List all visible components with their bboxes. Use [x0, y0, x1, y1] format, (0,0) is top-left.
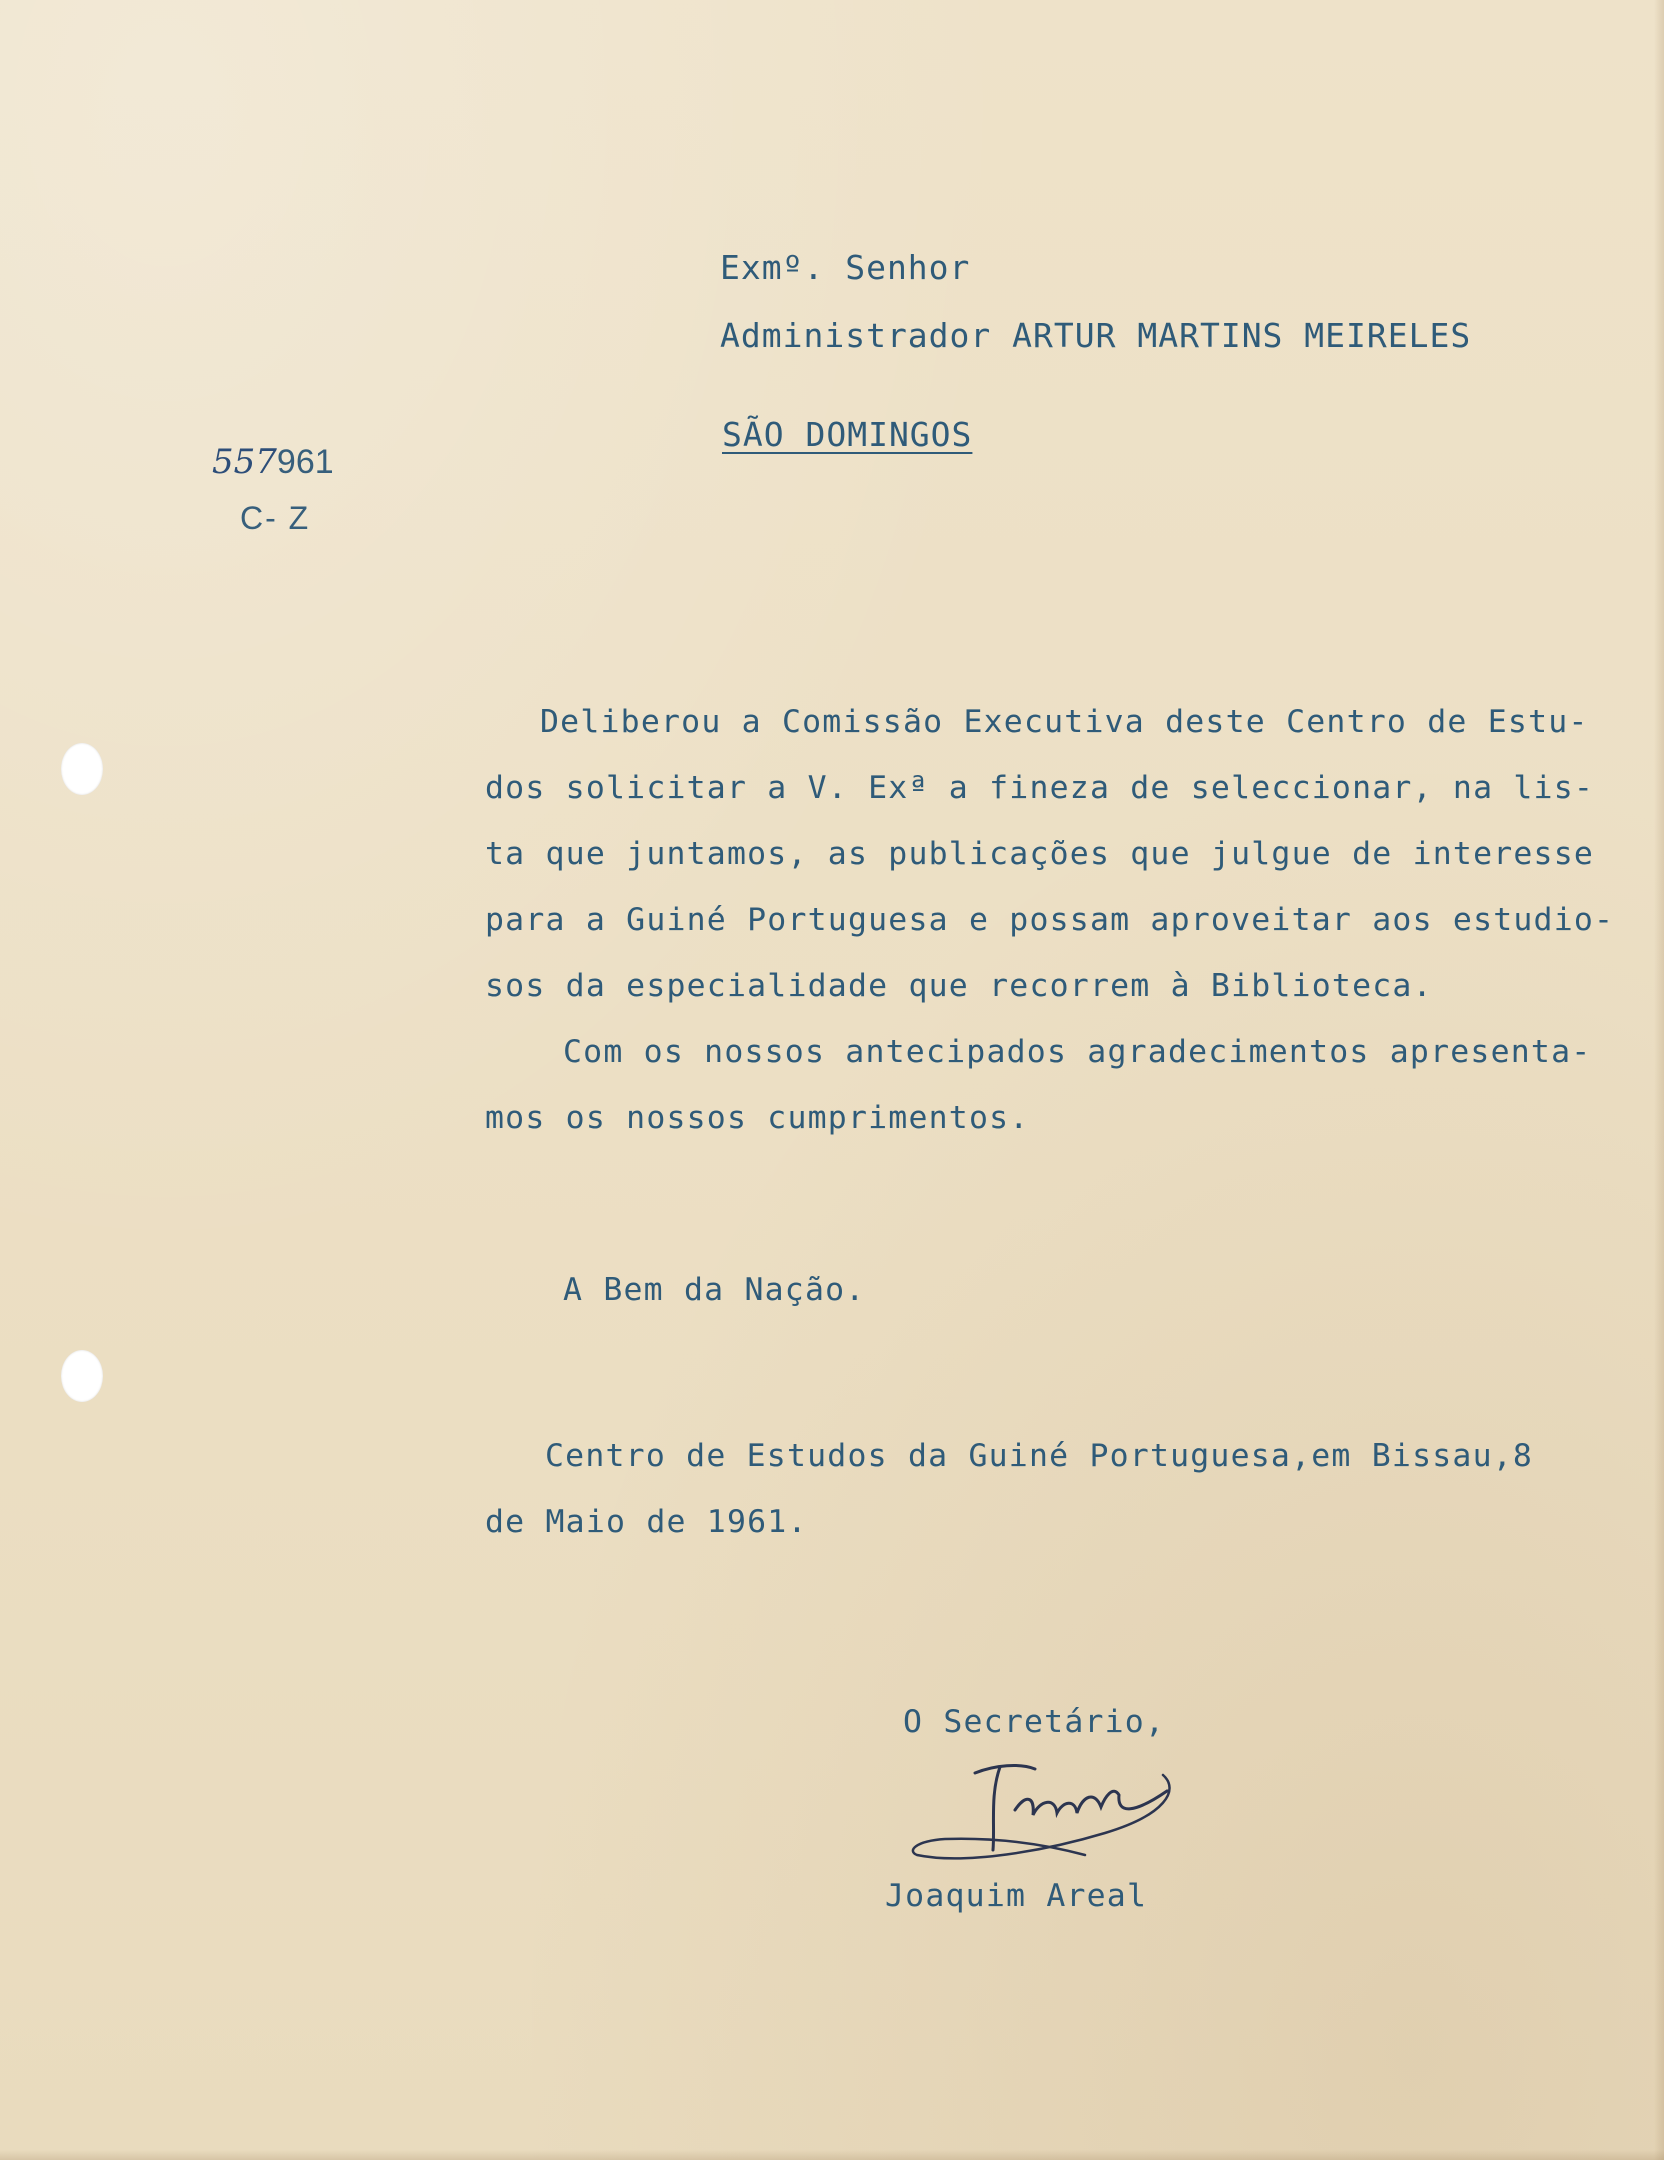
paper-edge-bottom [0, 2150, 1664, 2160]
punch-hole-top [61, 743, 103, 795]
reference-code: C- Z [240, 500, 311, 536]
punch-hole-bottom [61, 1350, 103, 1402]
closing-formula: A Bem da Nação. [563, 1272, 866, 1308]
signer-name: Joaquim Areal [885, 1878, 1148, 1914]
body-line: para a Guiné Portuguesa e possam aproveitar aos estudio- [485, 902, 1615, 938]
body-line: mos os nossos cumprimentos. [485, 1100, 1030, 1136]
reference-handwritten-part: 557 [212, 442, 277, 482]
addressee: Administrador ARTUR MARTINS MEIRELES [720, 316, 1472, 355]
salutation: Exmº. Senhor [720, 248, 971, 287]
body-line: sos da especialidade que recorrem à Biblioteca. [485, 968, 1433, 1004]
location: SÃO DOMINGOS [722, 415, 973, 454]
paper-edge-right [1654, 0, 1664, 2160]
body-line: Deliberou a Comissão Executiva deste Centro de Estu- [540, 704, 1589, 740]
place-date-line: de Maio de 1961. [485, 1504, 808, 1540]
body-line: dos solicitar a V. Exª a fineza de seleccionar, na lis- [485, 770, 1595, 806]
signer-title: O Secretário, [903, 1704, 1166, 1740]
body-line: ta que juntamos, as publicações que julgue de interesse [485, 836, 1595, 872]
handwritten-signature [905, 1755, 1225, 1875]
place-date-line: Centro de Estudos da Guiné Portuguesa,em Bissau,8 [545, 1438, 1534, 1474]
reference-number [212, 442, 334, 482]
body-line: Com os nossos antecipados agradecimentos apresenta- [563, 1034, 1592, 1070]
reference-typed-part: 961 [276, 443, 334, 481]
